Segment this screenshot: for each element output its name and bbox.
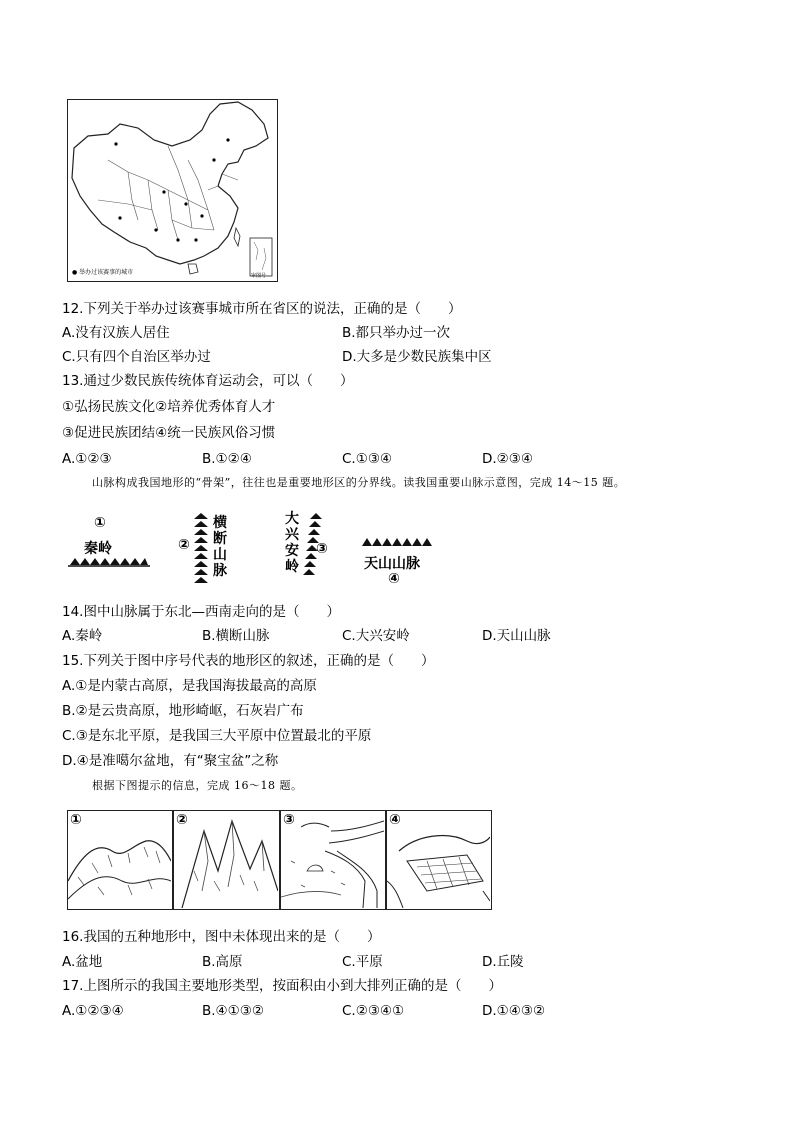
map-legend: ● 举办过该赛事的城市 (72, 269, 134, 276)
landform-panel-3 (280, 810, 386, 910)
question-12-option-b[interactable]: B.都只举办过一次 (342, 325, 451, 341)
question-17-option-b[interactable]: B.④①③② (202, 1003, 264, 1019)
mountain-4-number: ④ (388, 571, 400, 587)
landform-panel-4 (386, 810, 492, 910)
question-16-option-d[interactable]: D.丘陵 (482, 954, 524, 970)
landform-panel-1-number: ① (70, 812, 82, 828)
mountain-2-number: ② (178, 537, 190, 553)
question-13-statements-2: ③促进民族团结④统一民族风俗习惯 (62, 425, 276, 441)
china-map-outline (68, 100, 276, 280)
mountain-1-name: 秦岭 (84, 541, 112, 557)
landform-panels (67, 810, 492, 912)
mountain-1-range (68, 555, 150, 569)
question-12-option-a[interactable]: A.没有汉族人居住 (62, 325, 170, 341)
question-14-option-b[interactable]: B.横断山脉 (202, 628, 270, 644)
intro-16-18: 根据下图提示的信息，完成 16～18 题。 (92, 779, 303, 792)
question-12-option-d[interactable]: D.大多是少数民族集中区 (342, 349, 492, 365)
mountain-2-range (192, 511, 210, 585)
landform-panel-1 (67, 810, 173, 910)
question-14-option-a[interactable]: A.秦岭 (62, 628, 103, 644)
mountain-2-name: 横断山脉 (213, 515, 227, 579)
question-15-option-c[interactable]: C.③是东北平原，是我国三大平原中位置最北的平原 (62, 728, 372, 744)
question-13-option-a[interactable]: A.①②③ (62, 451, 112, 467)
question-16-stem: 16.我国的五种地形中，图中未体现出来的是（ ） (62, 929, 381, 945)
question-16-option-b[interactable]: B.高原 (202, 954, 243, 970)
question-13-stem: 13.通过少数民族传统体育运动会，可以（ ） (62, 373, 354, 389)
question-13-option-b[interactable]: B.①②④ (202, 451, 252, 467)
landform-panel-2-number: ② (176, 812, 188, 828)
hills-illustration (68, 811, 171, 908)
question-14-option-c[interactable]: C.大兴安岭 (342, 628, 410, 644)
mountain-3-number: ③ (316, 541, 328, 557)
mountain-1-number: ① (94, 515, 106, 531)
landform-panel-4-number: ④ (389, 812, 401, 828)
landform-panel-3-number: ③ (283, 812, 295, 828)
mountain-4-name: 天山山脉 (364, 556, 420, 572)
question-13-statements-1: ①弘扬民族文化②培养优秀体育人才 (62, 399, 276, 415)
question-14-option-d[interactable]: D.天山山脉 (482, 628, 551, 644)
question-12-option-c[interactable]: C.只有四个自治区举办过 (62, 349, 211, 365)
mountains-illustration (174, 811, 278, 908)
map-stamp: 审图号 (251, 273, 267, 279)
question-15-stem: 15.下列关于图中序号代表的地形区的叙述，正确的是（ ） (62, 653, 435, 669)
question-12-stem: 12.下列关于举办过该赛事城市所在省区的说法，正确的是（ ） (62, 301, 462, 317)
question-16-option-c[interactable]: C.平原 (342, 954, 383, 970)
question-17-stem: 17.上图所示的我国主要地形类型，按面积由小到大排列正确的是（ ） (62, 978, 502, 994)
mountains-diagram (62, 505, 522, 590)
mountain-3-name: 大兴安岭 (285, 511, 299, 575)
question-17-option-d[interactable]: D.①④③② (482, 1003, 546, 1019)
question-17-option-c[interactable]: C.②③④① (342, 1003, 405, 1019)
question-15-option-a[interactable]: A.①是内蒙古高原，是我国海拔最高的高原 (62, 678, 317, 694)
question-15-option-d[interactable]: D.④是准噶尔盆地，有“聚宝盆”之称 (62, 753, 279, 769)
china-map (67, 99, 278, 282)
intro-14-15: 山脉构成我国地形的“骨架”，往往也是重要地形区的分界线。读我国重要山脉示意图，完成 14～15 题。 (92, 476, 626, 489)
question-15-option-b[interactable]: B.②是云贵高原，地形崎岖，石灰岩广布 (62, 703, 304, 719)
mountain-4-range (360, 535, 436, 549)
plateau-illustration (387, 811, 490, 908)
question-13-option-c[interactable]: C.①③④ (342, 451, 393, 467)
plain-illustration (281, 811, 384, 908)
landform-panel-2 (173, 810, 280, 910)
question-14-stem: 14.图中山脉属于东北—西南走向的是（ ） (62, 604, 340, 620)
question-17-option-a[interactable]: A.①②③④ (62, 1003, 124, 1019)
question-16-option-a[interactable]: A.盆地 (62, 954, 103, 970)
question-13-option-d[interactable]: D.②③④ (482, 451, 533, 467)
